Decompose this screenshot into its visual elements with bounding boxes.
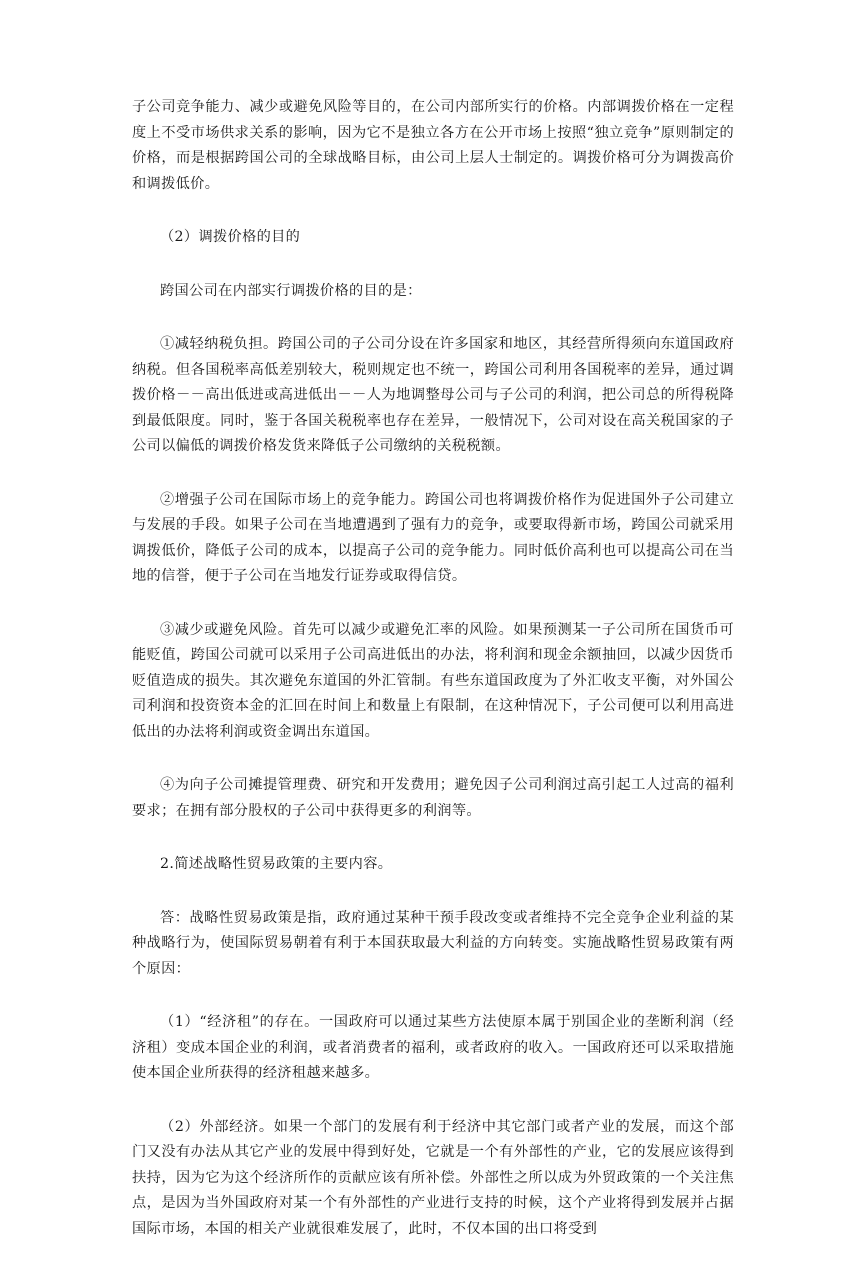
paragraph-competitiveness: ②增强子公司在国际市场上的竞争能力。跨国公司也将调拨价格作为促进国外子公司建立与发展的手段。如果子公司在当地遭遇到了强有力的竞争，或要取得新市场，跨国公司就采用调拨低价，降低子公司的成本，以提高子公司的竞争能力。同时低价高利也可以提高公司在当地的信誉，便于子公司在当地发行证券或取得信贷。: [132, 491, 734, 584]
paragraph-purpose-intro: 跨国公司在内部实行调拨价格的目的是：: [160, 282, 422, 299]
paragraph-transfer-price-definition: 子公司竞争能力、减少或避免风险等目的，在公司内部所实行的价格。内部调拨价格在一定程度上不受市场供求关系的影响，因为它不是独立各方在公开市场上按照“独立竞争”原则制定的价格，而是根据跨国公司的全球战略目标，由公司上层人士制定的。调拨价格可分为调拨高价和调拨低价。: [132, 99, 734, 192]
paragraph-answer-intro: 答：战略性贸易政策是指，政府通过某种干预手段改变或者维持不完全竞争企业利益的某种战略行为，使国际贸易朝着有利于本国获取最大利益的方向转变。实施战略性贸易政策有两个原因：: [132, 909, 734, 977]
document-page: [132, 95, 734, 1270]
paragraph-avoid-risk: ③减少或避免风险。首先可以减少或避免汇率的风险。如果预测某一子公司所在国货币可能贬值，跨国公司就可以采用子公司高进低出的办法，将利润和现金余额抽回，以减少因货币贬值造成的损失。其次避免东道国的外汇管制。有些东道国政度为了外汇收支平衡，对外国公司利润和投资资本金的汇回在时间上和数量上有限制，在这种情况下，子公司便可以利用高进低出的办法将利润或资金调出东道国。: [132, 621, 734, 740]
section-heading-transfer-price-purpose: （2）调拨价格的目的: [160, 229, 301, 245]
question-heading-strategic-trade-policy: 2.简述战略性贸易政策的主要内容。: [160, 856, 393, 872]
paragraph-economic-rent: （1）“经济租”的存在。一国政府可以通过某些方法使原本属于别国企业的垄断利润（经济租）变成本国企业的利润，或者消费者的福利，或者政府的收入。一国政府还可以采取措施使本国企业所获得的经济租越来越多。: [132, 1014, 734, 1081]
paragraph-other-purposes: ④为向子公司摊提管理费、研究和开发费用；避免因子公司利润过高引起工人过高的福利要求；在拥有部分股权的子公司中获得更多的利润等。: [132, 777, 734, 819]
paragraph-external-economy: （2）外部经济。如果一个部门的发展有利于经济中其它部门或者产业的发展，而这个部门又没有办法从其它产业的发展中得到好处，它就是一个有外部性的产业，它的发展应该得到扶持，因为它为这个经济所作的贡献应该有所补偿。外部性之所以成为外贸政策的一个关注焦点，是因为当外国政府对某一个有外部性的产业进行支持的时候，这个产业将得到发展并占据国际市场，本国的相关产业就很难发展了，此时，不仅本国的出口将受到: [132, 1118, 734, 1237]
paragraph-reduce-tax: ①减轻纳税负担。跨国公司的子公司分设在许多国家和地区，其经营所得须向东道国政府纳税。但各国税率高低差别较大，税则规定也不统一，跨国公司利用各国税率的差异，通过调拨价格－－高出低进或高进低出－－人为地调整母公司与子公司的利润，把公司总的所得税降到最低限度。同时，鉴于各国关税税率也存在差异，一般情况下，公司对设在高关税国家的子公司以偏低的调拨价格发货来降低子公司缴纳的关税税额。: [132, 336, 734, 454]
